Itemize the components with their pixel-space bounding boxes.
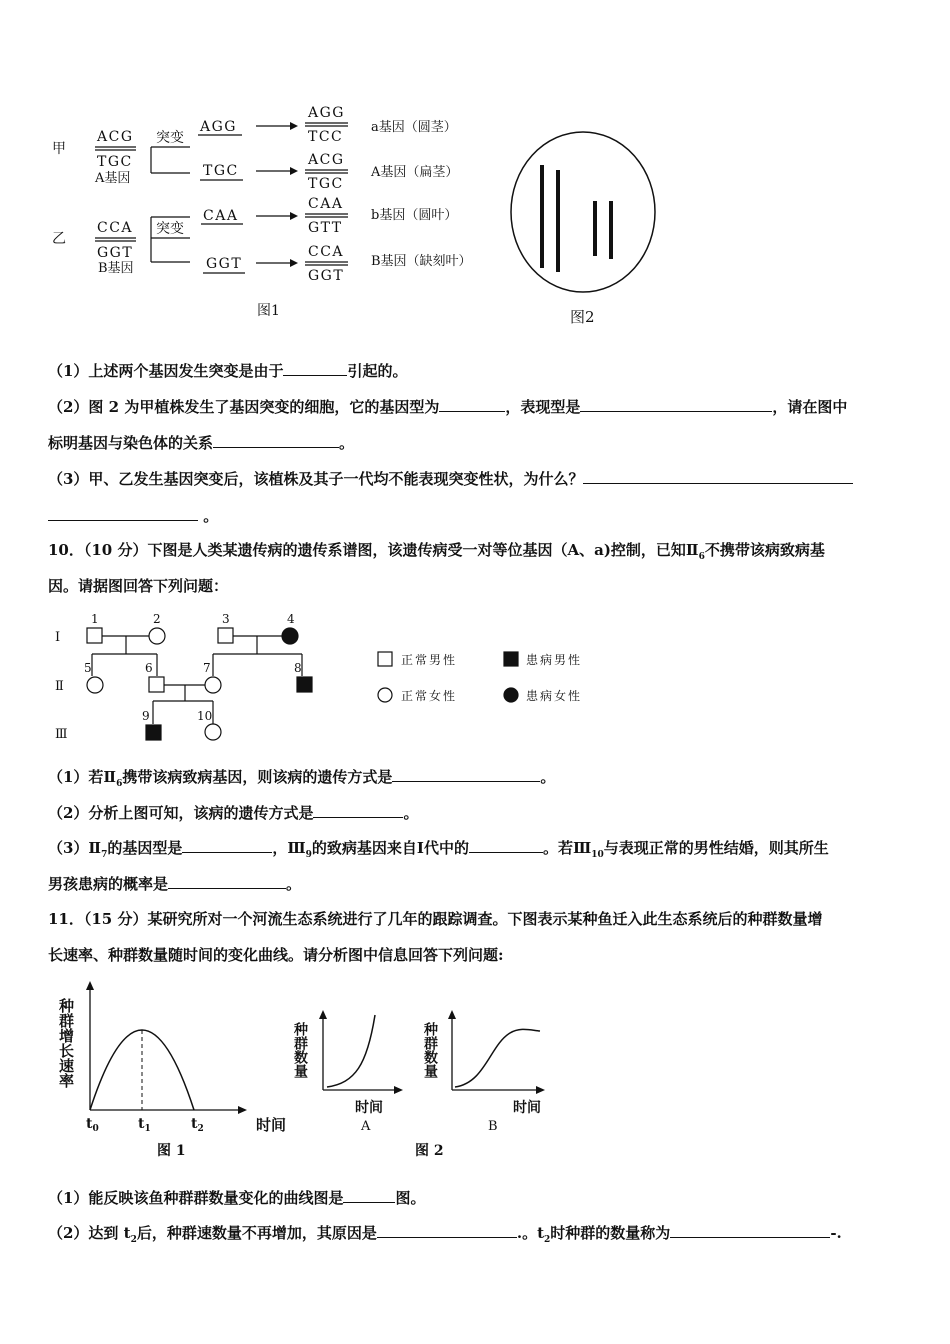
growth-rate-curve[interactable] (90, 1030, 194, 1110)
q9-part2-cont: 标明基因与染色体的关系 。 (48, 434, 355, 452)
q9-blank-5-cont[interactable] (48, 506, 198, 521)
individual-I-4[interactable] (282, 628, 298, 644)
individual-I-2[interactable] (149, 628, 165, 644)
q9-part3-cont: 。 (48, 505, 218, 526)
q10-stem-line1: 10．（10 分）下图是人类某遗传病的遗传系谱图，该遗传病受一对等位基因（A、a)控制，已知$Ⅱ_6$不携带该病致病基 (48, 541, 825, 562)
yi-original-top: CCA (97, 220, 134, 236)
label-8: 8 (294, 661, 302, 675)
yi-mut2-pair-bottom: GGT (308, 268, 345, 284)
yi-mut2-gene: B基因（缺刻叶） (371, 254, 472, 269)
yi-mut2-pair-top: CCA (308, 244, 345, 260)
individual-II-8[interactable] (297, 677, 312, 692)
q9-part2: （2）图 2 为甲植株发生了基因突变的细胞，它的基因型为 ，表现型是 ，请在图中 (48, 398, 848, 416)
jia-mutation-label: 突变 (156, 130, 184, 146)
panel-a-ylabel: 种群数量 (292, 1022, 308, 1078)
q10-blank-5[interactable] (168, 874, 286, 889)
q10-blank-4[interactable] (469, 838, 543, 853)
q11-blank-3[interactable] (670, 1223, 830, 1238)
jia-mut2-pair-bottom: TGC (308, 176, 344, 192)
q11-blank-1[interactable] (343, 1188, 395, 1203)
label-7: 7 (203, 661, 211, 675)
legend-normal-male-icon (378, 652, 392, 666)
growth-rate-xlabel: 时间 (256, 1116, 287, 1134)
label-4: 4 (287, 612, 295, 626)
yi-mut2-strand: GGT (206, 256, 243, 272)
curve-b-s-shaped[interactable] (455, 1029, 540, 1087)
legend-normal-female: 正常女性 (401, 689, 458, 703)
jia-mut2-strand: TGC (203, 163, 239, 179)
t1-label: $t_1$ (138, 1116, 151, 1134)
individual-II-6[interactable] (149, 677, 164, 692)
figure-2-cell (505, 125, 665, 330)
yi-original-bottom: GGT (97, 245, 134, 261)
t2-label: $t_2$ (191, 1116, 204, 1134)
yi-mut1-strand: CAA (203, 208, 239, 224)
panel-a-label: A (361, 1119, 371, 1134)
q9-blank-3[interactable] (580, 397, 772, 412)
q10-part2: （2）分析上图可知，该病的遗传方式是 。 (48, 804, 419, 822)
yi-mut1-gene: b基因（圆叶） (371, 208, 458, 223)
cell-outline[interactable] (511, 132, 655, 292)
label-1: 1 (91, 612, 99, 626)
q10-blank-1[interactable] (392, 767, 540, 782)
gen-2-label: Ⅱ (55, 679, 64, 694)
population-caption: 图 2 (415, 1143, 444, 1159)
gen-1-label: Ⅰ (55, 630, 61, 645)
population-figure (292, 1005, 565, 1165)
jia-mut1-pair-bottom: TCC (308, 129, 344, 145)
fig2-caption: 图2 (570, 308, 595, 326)
gen-3-label: Ⅲ (55, 727, 68, 742)
q9-blank-2[interactable] (439, 397, 505, 412)
legend-affected-female: 患病女性 (526, 689, 583, 703)
q11-part2: （2）达到 $t_2$后，种群速数量不再增加，其原因是 .。$t_2$时种群的数量称为 -. (48, 1224, 842, 1245)
individual-III-10[interactable] (205, 724, 221, 740)
panel-b-label: B (488, 1119, 498, 1134)
q11-stem-line1: 11．（15 分）某研究所对一个河流生态系统进行了几年的跟踪调查。下图表示某种鱼迁入此生态系统后的种群数量增 (48, 910, 823, 928)
yi-original-gene: B基因 (98, 261, 134, 276)
q11-blank-2[interactable] (377, 1223, 517, 1238)
fig1-caption: 图1 (257, 303, 280, 319)
yi-mut1-pair-top: CAA (308, 196, 344, 212)
label-5: 5 (84, 661, 92, 675)
legend-normal-male: 正常男性 (401, 653, 458, 667)
panel-a-xlabel: 时间 (355, 1100, 383, 1116)
q9-blank-5[interactable] (583, 469, 853, 484)
individual-I-1[interactable] (87, 628, 102, 643)
growth-rate-ylabel: 种群增长速率 (57, 998, 75, 1088)
label-6: 6 (145, 661, 153, 675)
growth-rate-caption: 图 1 (157, 1143, 186, 1159)
jia-mut1-pair-top: AGG (308, 105, 345, 121)
q9-blank-1[interactable] (283, 361, 347, 376)
figure-1-gene-mutation (40, 95, 500, 325)
individual-III-9[interactable] (146, 725, 161, 740)
q9-part3: （3）甲、乙发生基因突变后，该植株及其子一代均不能表现突变性状，为什么？ (48, 468, 853, 489)
t0-label: $t_0$ (86, 1116, 99, 1134)
jia-mut2-gene: A基因（扁茎） (371, 165, 459, 180)
pedigree-chart (45, 608, 605, 748)
q10-stem-line2: 因。请据图回答下列问题： (48, 577, 229, 595)
yi-mut1-pair-bottom: GTT (308, 220, 343, 236)
individual-II-5[interactable] (87, 677, 103, 693)
jia-original-bottom: TGC (97, 154, 133, 170)
growth-rate-figure (57, 978, 300, 1163)
label-10: 10 (197, 709, 213, 723)
label-yi: 乙 (52, 231, 66, 247)
label-9: 9 (142, 709, 150, 723)
jia-mut1-strand: AGG (200, 119, 237, 135)
individual-II-7[interactable] (205, 677, 221, 693)
label-2: 2 (153, 612, 161, 626)
curve-a-j-shaped[interactable] (327, 1015, 375, 1087)
label-jia: 甲 (52, 141, 66, 157)
q10-part1: （1）若$Ⅱ_6$携带该病致病基因，则该病的遗传方式是 。 (48, 768, 556, 789)
label-3: 3 (222, 612, 230, 626)
q10-blank-3[interactable] (182, 838, 272, 853)
jia-mut1-gene: a基因（圆茎） (371, 120, 457, 135)
q10-blank-2[interactable] (313, 803, 403, 818)
yi-mutation-label: 突变 (156, 221, 184, 237)
legend-normal-female-icon (378, 688, 392, 702)
legend-affected-female-icon (504, 688, 518, 702)
q9-blank-4[interactable] (213, 433, 339, 448)
panel-b-xlabel: 时间 (513, 1100, 541, 1116)
q9-part1: （1）上述两个基因发生突变是由于 引起的。 (48, 362, 408, 380)
individual-I-3[interactable] (218, 628, 233, 643)
legend-affected-male: 患病男性 (526, 653, 583, 667)
q11-stem-line2: 长速率、种群数量随时间的变化曲线。请分析图中信息回答下列问题: (48, 946, 504, 964)
jia-original-top: ACG (97, 129, 134, 145)
q11-part1: （1）能反映该鱼种群群数量变化的曲线图是 图。 (48, 1189, 426, 1207)
panel-b-ylabel: 种群数量 (422, 1022, 438, 1078)
jia-mut2-pair-top: ACG (308, 152, 345, 168)
legend-affected-male-icon (504, 652, 518, 666)
jia-original-gene: A基因 (95, 171, 131, 186)
q10-part3: $(3)Ⅱ_7$的基因型是 ，$Ⅲ_9$的致病基因来自Ⅰ代中的 。若$Ⅲ_{10}$与表现正常的男性结婚，则其所生 (48, 839, 829, 860)
q10-part3-cont: 男孩患病的概率是 。 (48, 875, 302, 893)
